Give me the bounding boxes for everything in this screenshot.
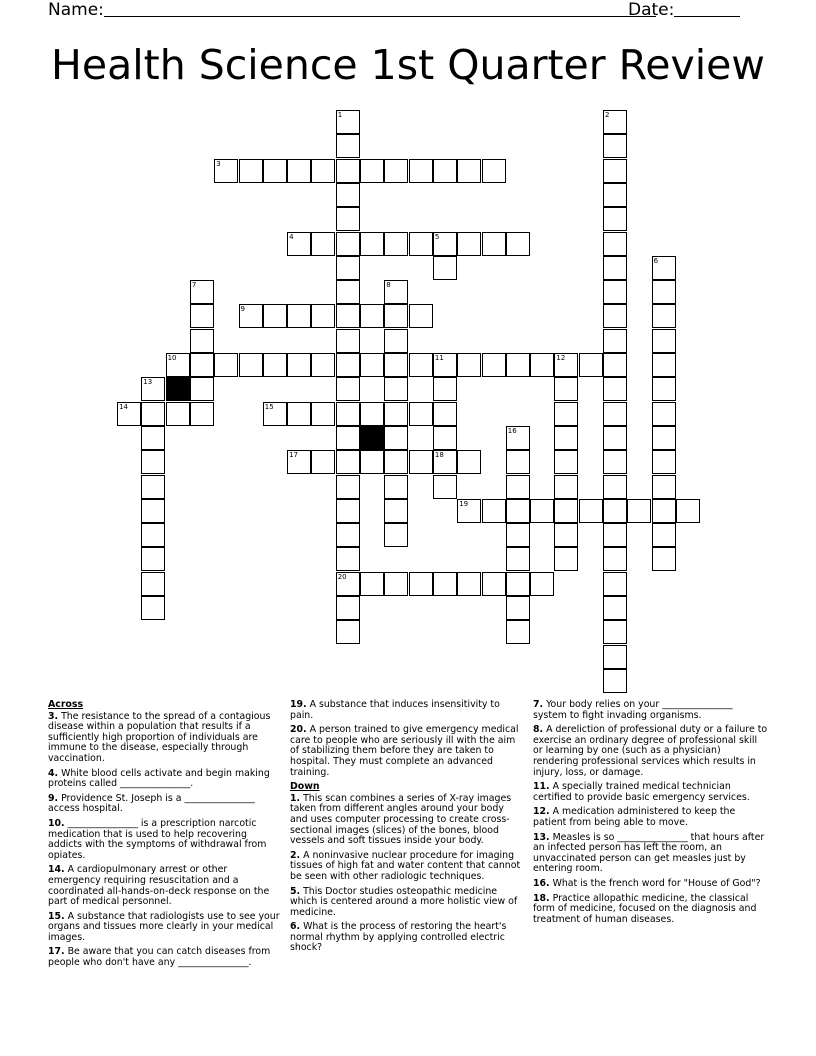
crossword-cell[interactable]	[360, 353, 384, 377]
crossword-cell[interactable]	[117, 402, 141, 426]
crossword-cell[interactable]	[141, 402, 165, 426]
crossword-cell[interactable]	[433, 232, 457, 256]
crossword-cell[interactable]	[336, 207, 360, 231]
clue-number: 20.	[290, 724, 307, 736]
clue-number: 3.	[48, 710, 59, 722]
clue-number: 5.	[290, 885, 301, 897]
crossword-cell[interactable]	[652, 450, 676, 474]
crossword-cell[interactable]	[384, 329, 408, 353]
clue-item	[48, 947, 280, 968]
crossword-cell[interactable]	[433, 256, 457, 280]
clue-number: 2.	[290, 849, 301, 861]
crossword-cell[interactable]	[336, 134, 360, 158]
clue-item	[533, 725, 769, 778]
clue-number: 19	[459, 499, 469, 508]
crossword-cell[interactable]	[433, 377, 457, 401]
crossword-cell[interactable]	[384, 475, 408, 499]
clue-number: 9	[240, 305, 245, 314]
crossword-cell[interactable]	[409, 159, 433, 183]
crossword-cell[interactable]	[239, 304, 263, 328]
crossword-cell[interactable]	[506, 547, 530, 571]
crossword-cell[interactable]	[603, 377, 627, 401]
crossword-cell[interactable]	[409, 232, 433, 256]
crossword-cell[interactable]	[433, 475, 457, 499]
clue-text: A cardiopulmonary arrest or other emergency requiring resuscitation and a coordinated all-hands-on-deck response on the part of medical personnel.	[48, 864, 270, 908]
crossword-cell[interactable]	[554, 353, 578, 377]
crossword-cell[interactable]	[360, 402, 384, 426]
crossword-cell[interactable]	[554, 475, 578, 499]
crossword-cell[interactable]	[603, 499, 627, 523]
crossword-cell[interactable]	[652, 353, 676, 377]
crossword-cell[interactable]	[336, 499, 360, 523]
clue-item	[48, 819, 280, 861]
down-heading: Down	[290, 781, 320, 793]
clue-item	[48, 794, 280, 815]
crossword-cell[interactable]	[239, 353, 263, 377]
clue-text: A noninvasive nuclear procedure for imaging tissues of high fat and water content that cannot be seen with other radiologic techniques.	[290, 849, 521, 882]
clue-number: 19.	[290, 699, 307, 710]
crossword-cell[interactable]	[141, 547, 165, 571]
crossword-cell[interactable]	[239, 159, 263, 183]
crossword-cell[interactable]	[336, 572, 360, 596]
crossword-cell[interactable]	[603, 183, 627, 207]
clue-column-1	[48, 700, 280, 973]
crossword-cell[interactable]	[457, 353, 481, 377]
crossword-cell[interactable]	[603, 110, 627, 134]
clue-number: 9.	[48, 792, 59, 804]
crossword-cell[interactable]	[482, 353, 506, 377]
crossword-cell[interactable]	[409, 402, 433, 426]
clue-item	[533, 807, 769, 828]
clue-text: Providence St. Joseph is a _______________ access hospital.	[48, 792, 255, 815]
clue-number: 16	[507, 426, 517, 435]
date-label: Date:	[628, 0, 675, 20]
crossword-cell[interactable]	[336, 329, 360, 353]
crossword-cell[interactable]	[603, 256, 627, 280]
crossword-cell[interactable]	[603, 304, 627, 328]
clue-number: 17	[289, 451, 299, 460]
crossword-cell[interactable]	[530, 353, 554, 377]
clue-item	[290, 922, 524, 954]
crossword-cell[interactable]	[409, 304, 433, 328]
across-heading: Across	[48, 699, 84, 710]
crossword-cell[interactable]	[652, 547, 676, 571]
crossword-cell[interactable]	[166, 353, 190, 377]
crossword-cell[interactable]	[166, 402, 190, 426]
crossword-cell[interactable]	[311, 232, 335, 256]
crossword-cell[interactable]	[141, 475, 165, 499]
clue-number: 10.	[48, 817, 65, 829]
crossword-cell[interactable]	[263, 353, 287, 377]
crossword-cell[interactable]	[311, 159, 335, 183]
clue-text: _______________ is a prescription narcotic medication that is used to help recovering addicts with the symptoms of withdrawal from opiates.	[48, 817, 267, 861]
crossword-cell[interactable]	[311, 353, 335, 377]
name-label: Name:	[48, 0, 104, 20]
clue-number: 6	[653, 256, 659, 265]
clue-number: 18	[434, 451, 444, 460]
clue-text: What is the french word for "House of God"?	[549, 877, 761, 889]
crossword-cell[interactable]	[482, 499, 506, 523]
clue-number: 11.	[533, 781, 550, 793]
crossword-cell[interactable]	[506, 426, 530, 450]
crossword-cell[interactable]	[336, 183, 360, 207]
crossword-cell[interactable]	[190, 402, 214, 426]
crossword-cell[interactable]	[141, 596, 165, 620]
clue-text: Practice allopathic medicine, the classical form of medicine, focused on the diagnosis and treatment of human diseases.	[533, 892, 757, 925]
crossword-cell[interactable]	[603, 645, 627, 669]
clue-text: Your body relies on your _______________ system to fight invading organisms.	[533, 699, 733, 721]
clue-text: The resistance to the spread of a contagious disease within a population that results if a sufficiently high proportion of individuals are immune to the disease, especially through vaccination.	[48, 710, 271, 764]
crossword-cell[interactable]	[554, 377, 578, 401]
crossword-cell[interactable]	[287, 232, 311, 256]
crossword-cell[interactable]	[506, 475, 530, 499]
clue-number: 14.	[48, 864, 65, 876]
clue-text: Measles is so _______________ that hours after an infected person has left the room, an unvaccinated person can get measles just by entering room.	[533, 831, 765, 875]
clue-number: 12	[556, 354, 566, 362]
crossword-cell[interactable]	[214, 159, 238, 183]
crossword-cell[interactable]	[384, 426, 408, 450]
clue-item	[290, 887, 524, 919]
crossword-cell[interactable]	[482, 232, 506, 256]
crossword-cell[interactable]	[530, 499, 554, 523]
crossword-cell[interactable]	[603, 620, 627, 644]
clue-item	[290, 700, 524, 721]
crossword-cell[interactable]	[384, 572, 408, 596]
clue-item	[533, 894, 769, 926]
clue-number: 11	[434, 354, 444, 362]
crossword-cell[interactable]	[336, 547, 360, 571]
crossword-cell[interactable]	[336, 523, 360, 547]
crossword-cell[interactable]	[141, 499, 165, 523]
crossword-cell[interactable]	[506, 499, 530, 523]
crossword-cell[interactable]	[336, 377, 360, 401]
crossword-cell[interactable]	[457, 572, 481, 596]
crossword-cell[interactable]	[336, 280, 360, 304]
clue-item	[290, 794, 524, 847]
crossword-cell[interactable]	[603, 426, 627, 450]
clue-number: 5	[434, 232, 440, 241]
clue-text: A substance that radiologists use to see your organs and tissues more clearly in your medical images.	[48, 910, 280, 943]
clue-number: 8.	[533, 724, 544, 736]
clue-number: 7.	[533, 699, 544, 710]
crossword-cell[interactable]	[190, 329, 214, 353]
crossword-cell[interactable]	[336, 426, 360, 450]
crossword-cell[interactable]	[676, 499, 700, 523]
crossword-cell[interactable]	[603, 159, 627, 183]
crossword-cell[interactable]	[554, 402, 578, 426]
crossword-cell[interactable]	[263, 304, 287, 328]
crossword-cell[interactable]	[384, 232, 408, 256]
crossword-cell[interactable]	[409, 450, 433, 474]
crossword-cell[interactable]	[530, 572, 554, 596]
clue-number: 14	[119, 402, 128, 411]
clue-text: A substance that induces insensitivity to pain.	[290, 699, 500, 721]
crossword-cell[interactable]	[554, 547, 578, 571]
crossword-cell[interactable]	[506, 450, 530, 474]
crossword-cell[interactable]	[652, 402, 676, 426]
clue-number: 2	[605, 111, 610, 119]
crossword-cell[interactable]	[506, 596, 530, 620]
crossword-cell[interactable]	[384, 523, 408, 547]
crossword-cell[interactable]	[336, 475, 360, 499]
clue-number: 8	[386, 281, 391, 290]
crossword-cell[interactable]	[603, 669, 627, 693]
clue-item	[48, 769, 280, 790]
crossword-cell[interactable]	[311, 450, 335, 474]
clue-text: This scan combines a series of X-ray images taken from different angles around your body and uses computer processing to create cross-sectional images (slices) of the bones, blood vessels and soft tissues inside your body.	[290, 792, 512, 847]
crossword-cell[interactable]	[603, 353, 627, 377]
crossword-cell[interactable]	[603, 547, 627, 571]
clue-item	[290, 851, 524, 883]
clue-number: 13	[143, 378, 153, 387]
clue-number: 1	[337, 111, 343, 119]
crossword-cell[interactable]	[360, 304, 384, 328]
crossword-cell[interactable]	[360, 159, 384, 183]
crossword-cell[interactable]	[384, 353, 408, 377]
crossword-cell[interactable]	[287, 304, 311, 328]
crossword-cell[interactable]	[603, 572, 627, 596]
crossword-cell[interactable]	[457, 159, 481, 183]
crossword-cell[interactable]	[336, 110, 360, 134]
clue-text: Be aware that you can catch diseases from people who don't have any _______________.	[48, 946, 271, 969]
clue-number: 4	[289, 232, 294, 241]
crossword-cell[interactable]	[384, 159, 408, 183]
crossword-cell[interactable]	[652, 426, 676, 450]
crossword-cell[interactable]	[603, 280, 627, 304]
crossword-cell[interactable]	[433, 353, 457, 377]
crossword-cell[interactable]	[433, 159, 457, 183]
crossword-cell[interactable]	[603, 134, 627, 158]
crossword-cell[interactable]	[603, 475, 627, 499]
crossword-cell[interactable]	[506, 353, 530, 377]
clue-item	[48, 912, 280, 944]
crossword-cell[interactable]	[336, 402, 360, 426]
crossword-cell[interactable]	[263, 159, 287, 183]
crossword-cell[interactable]	[603, 232, 627, 256]
crossword-cell[interactable]	[336, 620, 360, 644]
clue-number: 18.	[533, 892, 550, 904]
crossword-cell[interactable]	[311, 304, 335, 328]
clue-number: 12.	[533, 806, 550, 818]
clue-text: A person trained to give emergency medical care to people who are seriously ill with the aim of stabilizing them before they are taken to hospital. They must complete an advanced training.	[290, 724, 519, 778]
crossword-cell[interactable]	[603, 329, 627, 353]
crossword-cell[interactable]	[287, 450, 311, 474]
crossword-cell[interactable]	[603, 523, 627, 547]
crossword-cell[interactable]	[506, 572, 530, 596]
crossword-cell[interactable]	[652, 499, 676, 523]
clue-number: 17.	[48, 946, 65, 958]
crossword-cell[interactable]	[214, 353, 238, 377]
crossword-cell[interactable]	[409, 353, 433, 377]
clue-item	[533, 700, 769, 721]
crossword-cell[interactable]	[141, 426, 165, 450]
crossword-cell[interactable]	[384, 280, 408, 304]
crossword-cell[interactable]	[457, 232, 481, 256]
crossword-cell[interactable]	[190, 353, 214, 377]
crossword-cell[interactable]	[433, 402, 457, 426]
clue-number: 1.	[290, 792, 301, 804]
crossword-cell[interactable]	[433, 572, 457, 596]
crossword-cell[interactable]	[554, 426, 578, 450]
clue-number: 20	[337, 572, 347, 581]
clue-number: 7	[191, 281, 197, 290]
clue-text: This Doctor studies osteopathic medicine which is centered around a more holistic view of medicine.	[290, 885, 518, 918]
clue-text: White blood cells activate and begin making proteins called _______________.	[48, 767, 270, 790]
crossword-cell[interactable]	[360, 232, 384, 256]
clue-item	[290, 725, 524, 778]
crossword-cell[interactable]	[554, 450, 578, 474]
crossword-cell[interactable]	[579, 499, 603, 523]
clue-item	[48, 865, 280, 907]
crossword-cell[interactable]	[336, 596, 360, 620]
page-title: Health Science 1st Quarter Review	[51, 41, 765, 89]
clue-item	[533, 782, 769, 803]
clue-item	[533, 833, 769, 875]
crossword-cell[interactable]	[457, 499, 481, 523]
crossword-cell[interactable]	[336, 450, 360, 474]
crossword-cell[interactable]	[652, 329, 676, 353]
crossword-cell[interactable]	[360, 572, 384, 596]
crossword-cell[interactable]	[287, 353, 311, 377]
clue-number: 15	[264, 402, 274, 411]
crossword-cell[interactable]	[263, 402, 287, 426]
crossword-cell[interactable]	[433, 450, 457, 474]
crossword-cell[interactable]	[141, 450, 165, 474]
crossword-cell[interactable]	[384, 450, 408, 474]
crossword-cell[interactable]	[336, 353, 360, 377]
crossword-cell[interactable]	[287, 159, 311, 183]
crossword-cell[interactable]	[311, 402, 335, 426]
crossword-cell[interactable]	[652, 377, 676, 401]
crossword-cell[interactable]	[457, 450, 481, 474]
crossword-cell[interactable]	[141, 572, 165, 596]
crossword-cell[interactable]	[627, 499, 651, 523]
crossword-cell[interactable]	[141, 523, 165, 547]
clue-number: 15.	[48, 910, 65, 922]
crossword-cell[interactable]	[506, 232, 530, 256]
crossword-cell[interactable]	[652, 280, 676, 304]
crossword-cell[interactable]	[554, 499, 578, 523]
clue-text: A specially trained medical technician certified to provide basic emergency services.	[533, 781, 750, 803]
clue-item	[533, 879, 769, 890]
crossword-cell[interactable]	[336, 304, 360, 328]
clue-number: 6.	[290, 921, 301, 933]
clue-number: 16.	[533, 877, 550, 889]
crossword-cell[interactable]	[433, 426, 457, 450]
crossword-cell[interactable]	[287, 402, 311, 426]
blocked-cell	[166, 377, 190, 401]
crossword-cell[interactable]	[652, 256, 676, 280]
crossword-cell[interactable]	[409, 572, 433, 596]
clue-number: 3	[216, 159, 221, 168]
crossword-cell[interactable]	[336, 232, 360, 256]
clue-number: 13.	[533, 831, 550, 843]
blocked-cell	[360, 426, 384, 450]
crossword-cell[interactable]	[190, 304, 214, 328]
crossword-cell[interactable]	[141, 377, 165, 401]
clue-item	[48, 712, 280, 765]
crossword-cell[interactable]	[506, 523, 530, 547]
crossword-cell[interactable]	[579, 353, 603, 377]
crossword-cell[interactable]	[652, 304, 676, 328]
crossword-cell[interactable]	[384, 499, 408, 523]
clue-text: A dereliction of professional duty or a failure to exercise an ordinary degree of professional skill or learning by one (such as a physician) rendering professional services which results in injury, loss, or damage.	[533, 724, 768, 778]
crossword-cell[interactable]	[336, 159, 360, 183]
crossword-cell[interactable]	[482, 572, 506, 596]
crossword-cell[interactable]	[506, 620, 530, 644]
clue-number: 4.	[48, 767, 59, 779]
clue-number: 10	[167, 354, 177, 362]
crossword-cell[interactable]	[190, 377, 214, 401]
crossword-cell[interactable]	[603, 207, 627, 231]
crossword-cell[interactable]	[384, 377, 408, 401]
crossword-cell[interactable]	[603, 450, 627, 474]
crossword-cell[interactable]	[652, 475, 676, 499]
crossword-cell[interactable]	[482, 159, 506, 183]
crossword-cell[interactable]	[190, 280, 214, 304]
crossword-cell[interactable]	[554, 523, 578, 547]
crossword-cell[interactable]	[384, 304, 408, 328]
crossword-cell[interactable]	[652, 523, 676, 547]
crossword-cell[interactable]	[336, 256, 360, 280]
crossword-cell[interactable]	[384, 402, 408, 426]
crossword-cell[interactable]	[603, 402, 627, 426]
crossword-cell[interactable]	[360, 450, 384, 474]
clue-column-3	[533, 700, 769, 929]
crossword-cell[interactable]	[603, 596, 627, 620]
clue-column-2	[290, 700, 524, 958]
clue-text: What is the process of restoring the heart's normal rhythm by applying controlled electric shock?	[290, 921, 507, 954]
clue-text: A medication administered to keep the patient from being able to move.	[533, 806, 736, 828]
